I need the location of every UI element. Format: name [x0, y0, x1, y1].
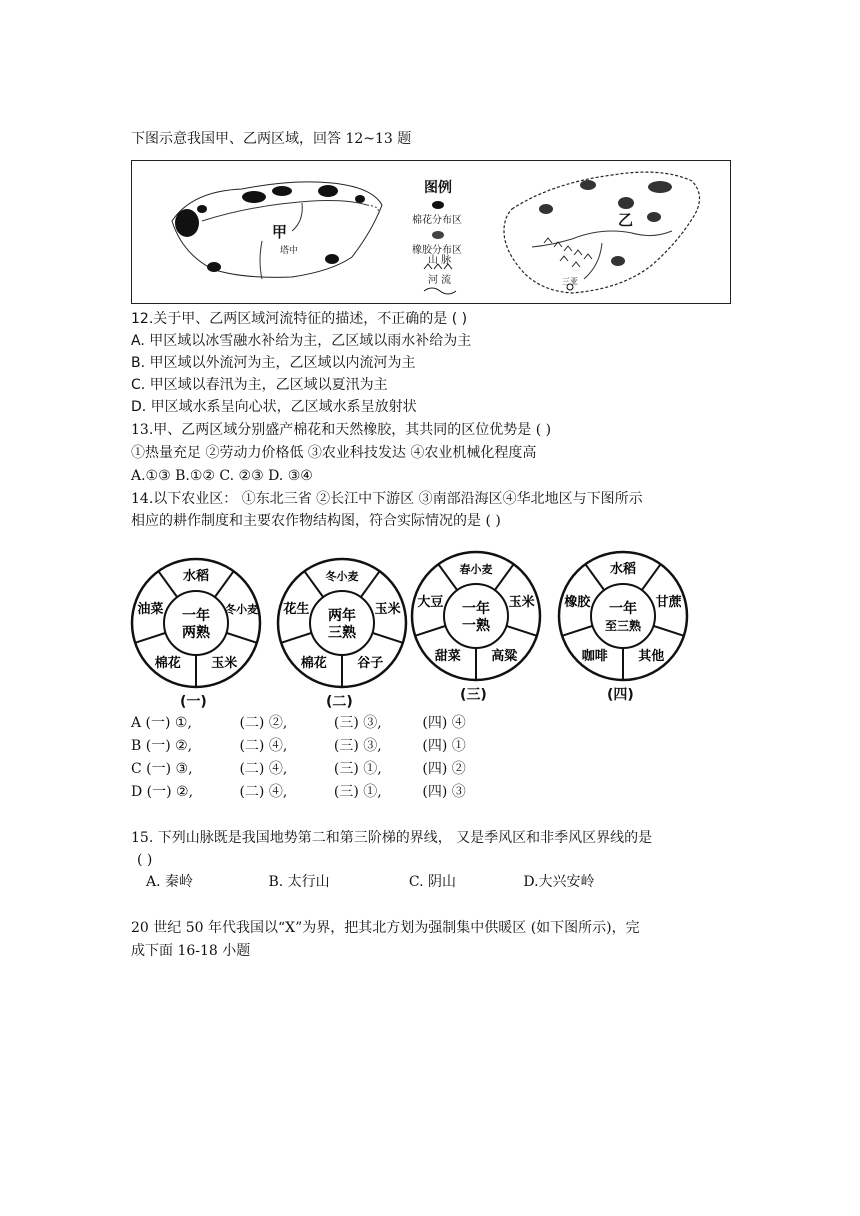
wheel-crop-label: 水稻: [182, 569, 210, 584]
wheel-divider: [304, 571, 323, 597]
label-tazhong: 塔中: [280, 246, 299, 256]
crop-wheel: [555, 548, 691, 684]
wheel-divider: [585, 564, 604, 590]
legend-cotton-label: 棉花分布区: [412, 215, 462, 226]
q14-option-row: [131, 759, 466, 779]
q14-option-b-1: B (一) ②,: [131, 738, 193, 754]
q14-option-a-2: (二) ②,: [239, 715, 288, 731]
wheel-divider: [495, 564, 514, 590]
cotton-areas-jia: [175, 185, 365, 272]
q12-stem: 12.关于甲、乙两区域河流特征的描述，不正确的是 ( ): [131, 311, 468, 327]
q14-option-c-2: (二) ④,: [239, 761, 288, 777]
wheel-caption: (四): [607, 687, 634, 703]
wheel-crop-label: 棉花: [300, 655, 327, 671]
q14-option-row: [131, 782, 466, 802]
wheel-crop-label: 花生: [283, 602, 310, 618]
q14-option-row: [131, 736, 466, 756]
wheel-center-label: 一年: [462, 601, 490, 617]
wheel-crop-label: 棉花: [154, 655, 181, 671]
wheel-divider: [506, 626, 536, 636]
wheel-center-label: 两熟: [182, 625, 210, 641]
wheel-crop-label: 油菜: [137, 602, 164, 618]
wheel-divider: [562, 626, 592, 636]
intro-16-18-line1: 20 世纪 50 年代我国以“X”为界，把其北方划为强制集中供暖区 (如下图所示)，完: [131, 920, 640, 936]
wheel-center-label: 一年: [182, 608, 210, 624]
q14-option-c-1: C (一) ③,: [131, 761, 193, 777]
wheel-divider: [361, 571, 380, 597]
q13-choices: A.①③ B.①② C. ②③ D. ③④: [131, 468, 313, 484]
q15-choice-d: D.大兴安岭: [523, 874, 595, 890]
region-map-figure: [131, 160, 731, 304]
crop-wheel: [274, 555, 410, 691]
wheel-caption: (一): [180, 694, 207, 710]
wheel-divider: [215, 571, 234, 597]
wheel-crop-label: 水稻: [609, 562, 637, 577]
wheel-crop-label: 玉米: [374, 602, 401, 618]
q14-option-a-4: (四) ④: [422, 715, 466, 731]
label-sanya: 三亚: [562, 277, 578, 286]
q12-option-c: C. 甲区域以春汛为主，乙区域以夏汛为主: [131, 377, 388, 393]
legend-title: 图例: [424, 180, 452, 196]
wheel-crop-label: 甜菜: [434, 648, 461, 664]
crop-wheel: [128, 555, 264, 691]
label-yi: 乙: [618, 211, 634, 229]
rubber-areas-yi: [539, 180, 672, 266]
wheel-center-label: 两年: [328, 608, 356, 624]
q14-option-c-3: (三) ①,: [333, 761, 382, 777]
q14-option-d-2: (二) ④,: [239, 784, 288, 800]
wheel-crop-label: 大豆: [417, 595, 444, 611]
legend-river-label: 河 流: [428, 275, 452, 286]
wheel-center-label: 三熟: [328, 625, 356, 641]
q14-option-c-4: (四) ②: [422, 761, 466, 777]
wheel-crop-label: 咖啡: [581, 648, 608, 664]
rivers-yi: [532, 231, 672, 279]
wheel-crop-label: 橡胶: [564, 595, 591, 611]
wheel-divider: [135, 633, 165, 643]
q14-option-d-4: (四) ③: [422, 784, 466, 800]
rivers-jia: [202, 201, 378, 280]
q14-option-a-3: (三) ③,: [333, 715, 382, 731]
mountains-yi: [544, 238, 592, 267]
q14-option-d-1: D (一) ②,: [131, 784, 194, 800]
legend-rubber-label: 橡胶分布区: [412, 245, 462, 256]
wheel-divider: [415, 626, 445, 636]
intro-16-18-line2: 成下面 16-18 小题: [131, 943, 251, 959]
q15-choice-a: A. 秦岭: [146, 874, 194, 890]
q14-option-b-2: (二) ④,: [239, 738, 288, 754]
q14-stem-line2: 相应的耕作制度和主要农作物结构图，符合实际情况的是 ( ): [131, 513, 501, 529]
q15-choice-c: C. 阴山: [408, 874, 457, 890]
intro-12-13: 下图示意我国甲、乙两区域，回答 12~13 题: [131, 131, 412, 147]
wheel-crop-label: 玉米: [211, 655, 238, 671]
wheel-crop-label: 甘蔗: [655, 595, 682, 611]
wheel-divider: [642, 564, 661, 590]
wheel-crop-label: 玉米: [508, 595, 535, 611]
wheel-crop-label: 冬小麦: [325, 570, 359, 583]
wheel-crop-label: 春小麦: [459, 563, 493, 576]
wheel-crop-label: 高粱: [491, 648, 518, 664]
wheel-divider: [653, 626, 683, 636]
wheel-center-label: 一熟: [462, 618, 490, 634]
q14-option-b-3: (三) ③,: [333, 738, 382, 754]
legend-mountain-label: 山 脉: [428, 255, 452, 266]
wheel-crop-label: 谷子: [357, 655, 384, 671]
wheel-divider: [372, 633, 402, 643]
q14-option-row: [131, 713, 466, 733]
wheel-center-label: 一年: [609, 601, 637, 617]
label-jia: 甲: [272, 223, 288, 241]
wheel-crop-label: 其他: [638, 648, 665, 664]
q14-option-b-4: (四) ①: [422, 738, 466, 754]
island-outline-yi: [504, 172, 700, 293]
q15-choice-b: B. 太行山: [268, 874, 330, 890]
q14-option-a-1: A (一) ①,: [131, 715, 192, 731]
wheel-divider: [226, 633, 256, 643]
q12-option-d: D. 甲区域水系呈向心状，乙区域水系呈放射状: [131, 399, 417, 415]
wheel-divider: [281, 633, 311, 643]
wheel-divider: [438, 564, 457, 590]
crop-wheel: [408, 548, 544, 684]
q12-option-a: A. 甲区域以冰雪融水补给为主，乙区域以雨水补给为主: [131, 333, 472, 349]
q14-option-d-3: (三) ①,: [333, 784, 382, 800]
q12-option-b: B. 甲区域以外流河为主，乙区域以内流河为主: [131, 355, 416, 371]
q14-stem-line1: 14.以下农业区： ①东北三省 ②长江中下游区 ③南部沿海区④华北地区与下图所示: [131, 491, 643, 507]
q15-paren: ( ): [137, 852, 153, 868]
wheel-caption: (二): [326, 694, 353, 710]
wheel-center-label: 至三熟: [604, 619, 642, 633]
wheel-crop-label: 冬小麦: [225, 603, 259, 617]
wheel-divider: [158, 571, 177, 597]
wheel-caption: (三): [460, 687, 487, 703]
q15-choices: [146, 872, 595, 892]
q13-items: ①热量充足 ②劳动力价格低 ③农业科技发达 ④农业机械化程度高: [131, 445, 537, 461]
q13-stem: 13.甲、乙两区域分别盛产棉花和天然橡胶，其共同的区位优势是 ( ): [131, 422, 552, 438]
q15-stem: 15. 下列山脉既是我国地势第二和第三阶梯的界线， 又是季风区和非季风区界线的是: [131, 830, 653, 846]
